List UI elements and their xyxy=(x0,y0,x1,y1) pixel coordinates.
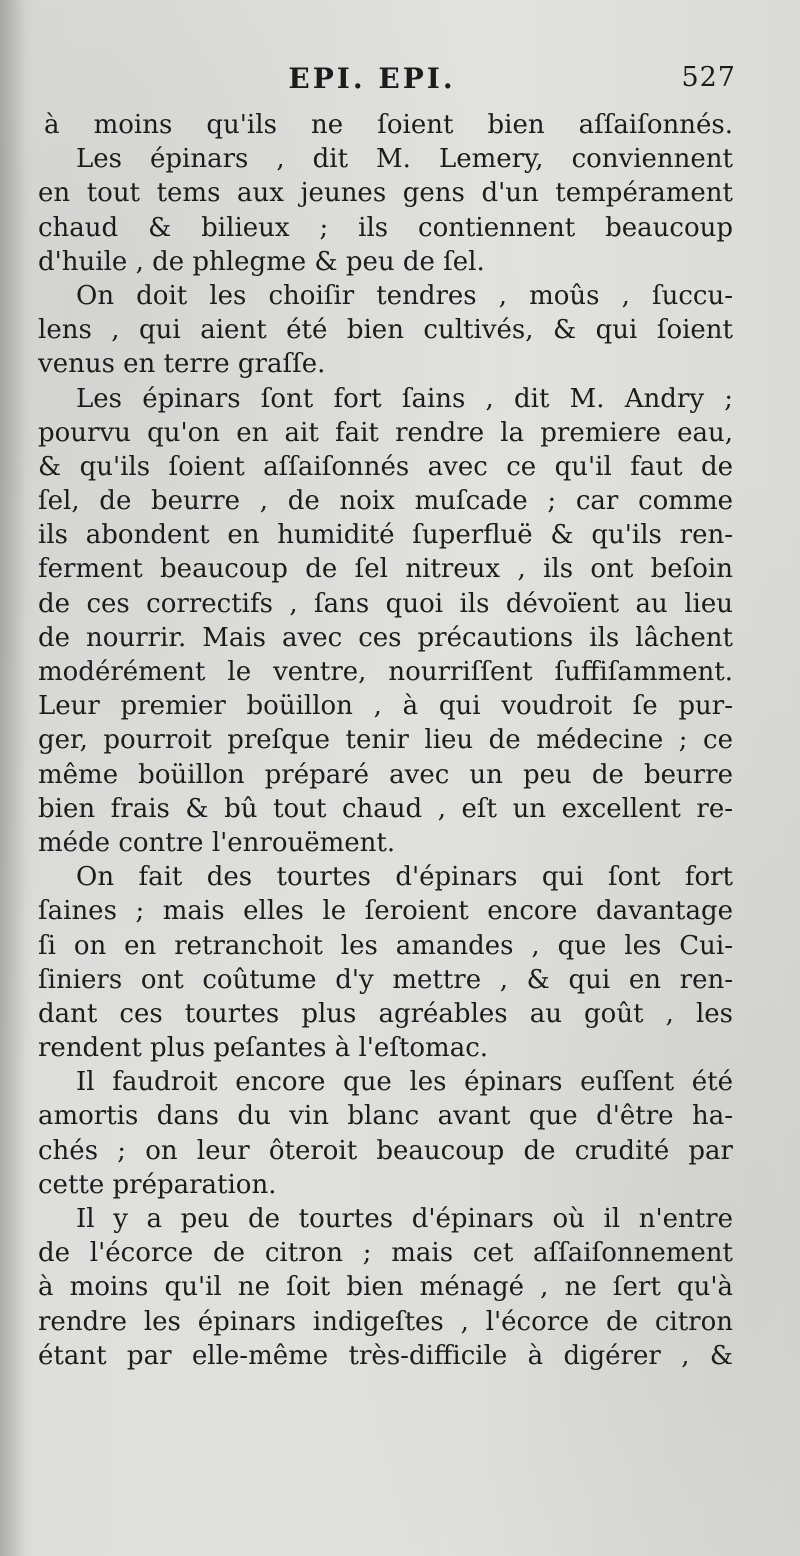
text-line: chaud & bilieux ; ils contiennent beaucoup xyxy=(38,212,733,243)
text-line: Leur premier boüillon , à qui voudroit ſe pur- xyxy=(38,691,733,722)
text-line: ils abondent en humidité ſuperfluë & qu'ils ren- xyxy=(38,520,733,551)
text-line: On fait des tourtes d'épinars qui ſont fort xyxy=(76,862,733,893)
text-line: de ces correctifs , ſans quoi ils dévoïent au lieu xyxy=(38,588,733,619)
text-line: modérément le ventre, nourriſſent ſuffiſamment. xyxy=(38,657,733,687)
text-line: pourvu qu'on en ait fait rendre la premiere eau, xyxy=(38,417,733,448)
text-line: chés ; on leur ôteroit beaucoup de crudité par xyxy=(38,1135,733,1166)
text-line: dant ces tourtes plus agréables au goût , les xyxy=(38,998,733,1029)
text-line: Les épinars ſont fort ſains , dit M. Andry ; xyxy=(76,383,733,414)
text-line: en tout tems aux jeunes gens d'un tempérament xyxy=(38,178,733,209)
text-line: venus en terre graſſe. xyxy=(38,349,326,380)
text-line: cette préparation. xyxy=(38,1169,277,1200)
text-line: d'huile , de phlegme & peu de ſel. xyxy=(38,246,485,277)
body-text xyxy=(38,108,733,1373)
text-line: ſaines ; mais elles le ſeroient encore davantage xyxy=(38,896,733,927)
text-line: méde contre l'enrouëment. xyxy=(38,827,396,858)
text-line: à moins qu'ils ne ſoient bien aſſaiſonnés. xyxy=(44,110,733,140)
text-line: amortis dans du vin blanc avant que d'être ha- xyxy=(38,1101,733,1132)
text-line: ſi on en retranchoit les amandes , que les Cui- xyxy=(38,930,733,961)
text-line: étant par elle-même très-difficile à digérer , & xyxy=(38,1340,733,1371)
binding-shadow xyxy=(0,0,26,1556)
text-line: bien frais & bû tout chaud , eſt un excellent re- xyxy=(38,793,733,824)
text-line: ſiniers ont coûtume d'y mettre , & qui en ren- xyxy=(38,964,733,995)
running-head: EPI. EPI. xyxy=(288,62,456,95)
text-line: ferment beaucoup de ſel nitreux , ils ont beſoin xyxy=(38,554,733,585)
text-line: lens , qui aient été bien cultivés, & qui ſoient xyxy=(38,315,733,346)
text-line: de nourrir. Mais avec ces précautions ils lâchent xyxy=(38,622,733,653)
text-line: Il y a peu de tourtes d'épinars où il n'entre xyxy=(76,1204,733,1234)
page-number: 527 xyxy=(681,62,736,93)
text-line: à moins qu'il ne ſoit bien ménagé , ne ſert qu'à xyxy=(38,1272,733,1303)
text-line: On doit les choiſir tendres , moûs , ſuccu- xyxy=(76,280,733,311)
text-line: ſel, de beurre , de noix muſcade ; car comme xyxy=(38,486,733,517)
text-line: ger, pourroit preſque tenir lieu de médecine ; ce xyxy=(38,725,733,756)
text-line: Les épinars , dit M. Lemery, conviennent xyxy=(76,144,733,175)
text-line: rendent plus peſantes à l'eſtomac. xyxy=(38,1033,489,1064)
text-line: de l'écorce de citron ; mais cet aſſaiſonnement xyxy=(38,1238,733,1269)
text-line: & qu'ils ſoient aſſaiſonnés avec ce qu'il faut de xyxy=(38,451,733,482)
text-line: rendre les épinars indigeſtes , l'écorce de citron xyxy=(38,1306,733,1337)
text-line: même boüillon préparé avec un peu de beurre xyxy=(38,759,733,790)
page-header xyxy=(0,62,800,102)
text-line: Il faudroit encore que les épinars euſſent été xyxy=(76,1067,733,1098)
